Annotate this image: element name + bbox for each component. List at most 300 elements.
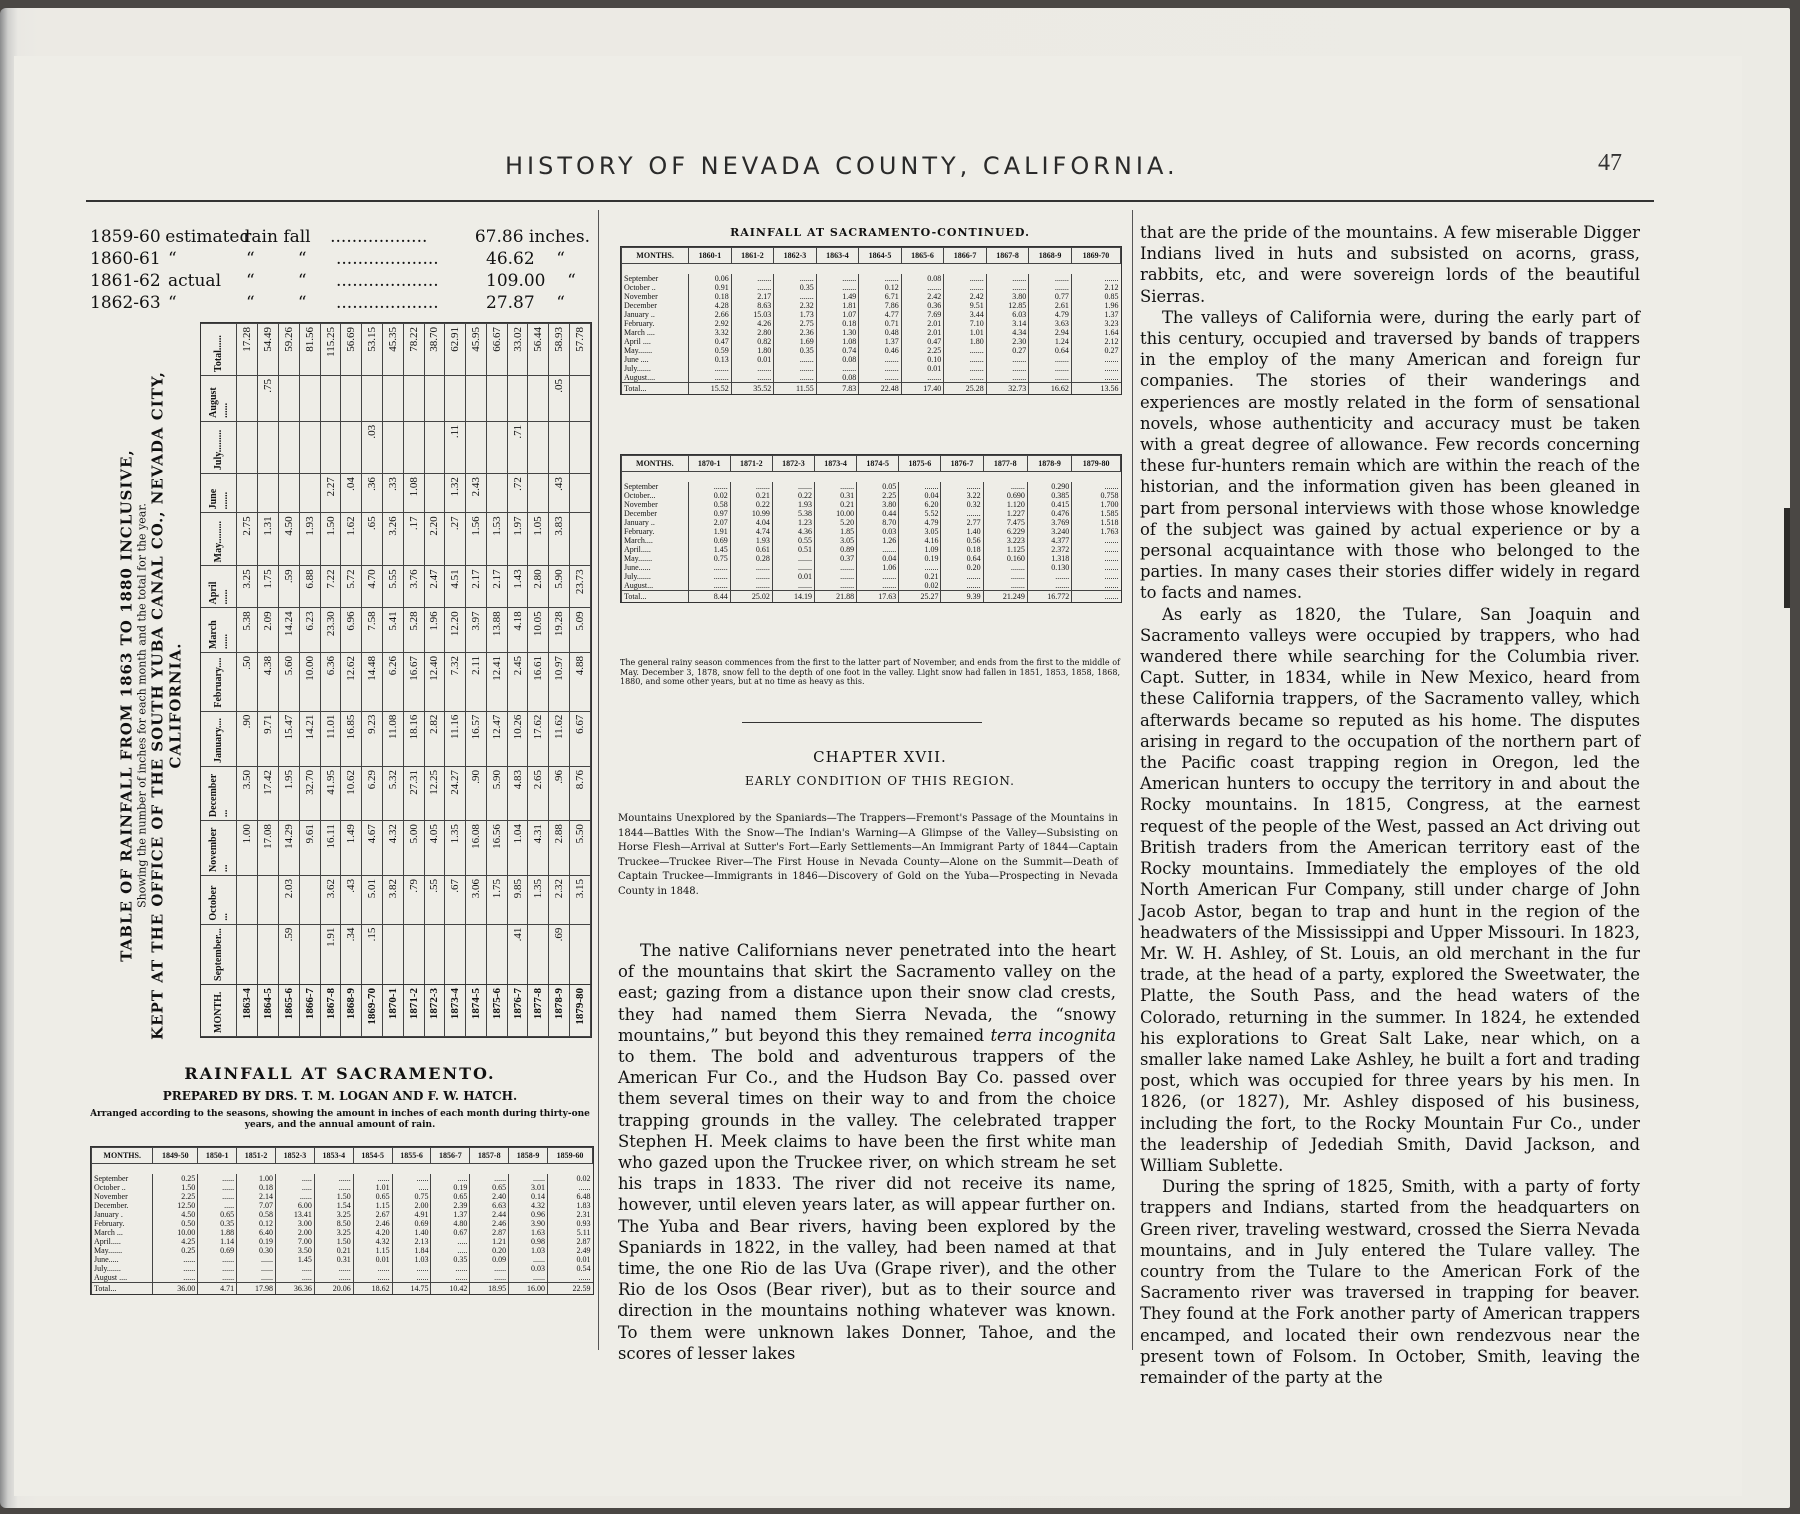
value-cell: 0.27: [986, 346, 1029, 355]
value-cell: ......: [509, 1174, 548, 1183]
yuba-value-cell: 10.26: [507, 711, 528, 766]
total-value: 10.42: [431, 1283, 470, 1295]
value-cell: 2.36: [774, 328, 817, 337]
season-header: 1853-4: [314, 1148, 353, 1164]
value-cell: 5.52: [899, 509, 941, 518]
value-cell: .......: [815, 563, 857, 572]
yuba-value-cell: 16.85: [341, 711, 362, 766]
value-cell: 3.05: [815, 536, 857, 545]
value-cell: 0.98: [509, 1237, 548, 1246]
value-cell: 10.99: [730, 509, 772, 518]
value-cell: 2.67: [353, 1210, 392, 1219]
yuba-value-cell: 1.75: [486, 875, 507, 924]
yuba-value-cell: 4.32: [382, 821, 403, 876]
yuba-value-cell: 3.15: [569, 875, 590, 924]
estimate-season: 1861-62: [90, 271, 161, 291]
yuba-value-cell: 2.47: [424, 566, 445, 608]
value-cell: 0.19: [899, 554, 941, 563]
value-cell: 1.00: [237, 1174, 276, 1183]
sacramento-grid: [621, 455, 1121, 602]
yuba-value-cell: 66.67: [486, 324, 507, 376]
yuba-value-cell: [320, 375, 341, 421]
value-cell: .......: [899, 482, 941, 491]
estimate-row: [90, 292, 590, 314]
value-cell: .......: [1027, 572, 1071, 581]
month-row: [92, 1228, 593, 1237]
value-cell: 4.80: [431, 1219, 470, 1228]
value-cell: 3.63: [1029, 319, 1072, 328]
value-cell: 0.08: [901, 274, 944, 283]
sacramento-heading: [90, 1064, 590, 1131]
value-cell: 4.91: [392, 1210, 431, 1219]
total-label: Total...: [622, 591, 689, 603]
yuba-value-cell: .34: [341, 924, 362, 984]
season-header: 1858-9: [509, 1148, 548, 1164]
value-cell: .......: [857, 545, 899, 554]
yuba-title: TABLE OF RAINFALL FROM 1863 TO 1880 INCLUSIVE,: [117, 449, 136, 962]
yuba-value-cell: 3.25: [237, 566, 258, 608]
value-cell: 1.93: [730, 536, 772, 545]
value-cell: .......: [1029, 283, 1072, 292]
yuba-value-cell: 4.05: [424, 821, 445, 876]
value-cell: 1.03: [392, 1255, 431, 1264]
yuba-value-cell: 4.83: [507, 766, 528, 820]
yuba-value-cell: .33: [382, 474, 403, 513]
value-cell: 1.84: [392, 1246, 431, 1255]
yuba-value-cell: 16.61: [528, 653, 549, 712]
value-cell: .......: [1071, 274, 1120, 283]
value-cell: 0.22: [730, 500, 772, 509]
total-row: [622, 591, 1121, 603]
value-cell: 2.75: [774, 319, 817, 328]
yuba-value-cell: .17: [403, 513, 424, 566]
total-value: 15.52: [689, 383, 732, 395]
value-cell: 6.48: [548, 1192, 593, 1201]
value-cell: 0.64: [941, 554, 983, 563]
header-row: [92, 1148, 593, 1164]
yuba-value-cell: 5.41: [382, 608, 403, 653]
season-header: 1849-50: [153, 1148, 198, 1164]
value-cell: 1.24: [1029, 337, 1072, 346]
value-cell: 2.25: [153, 1192, 198, 1201]
value-cell: .......: [944, 346, 987, 355]
value-cell: .......: [901, 283, 944, 292]
month-row: [92, 1210, 593, 1219]
yuba-month-cell: June .......: [201, 474, 237, 513]
month-cell: June ....: [622, 355, 689, 364]
value-cell: .......: [986, 364, 1029, 373]
yuba-season-row: [341, 324, 362, 1037]
yuba-season-row: [382, 324, 403, 1037]
yuba-value-cell: 2.80: [528, 566, 549, 608]
yuba-value-cell: 45.95: [466, 324, 487, 376]
chapter-synopsis: Mountains Unexplored by the Spaniards—The Trappers—Fremont's Passage of the Mountains in 1844—Battles With the Snow—The Indian's Warning—A Glimpse of the Valley—Subsisting on Horse Flesh—Arrival at Sutter's Fort—Early Settlements—An Immigrant Party of 1844—Captain Truckee—Truckee River—The First House in Nevada County—Alone on the Summit—Death of Captain Truckee—Immigrants in 1846—Discovery of Gold on the Yuba—Prospecting in Nevada County in 1848.: [618, 813, 1118, 897]
value-cell: 1.09: [899, 545, 941, 554]
yuba-value-cell: 1872-3: [424, 984, 445, 1036]
yuba-value-cell: 9.85: [507, 875, 528, 924]
value-cell: .....: [431, 1246, 470, 1255]
yuba-value-cell: 11.62: [549, 711, 570, 766]
yuba-value-cell: 1.50: [320, 513, 341, 566]
value-cell: 0.71: [859, 319, 902, 328]
value-cell: 2.61: [1029, 301, 1072, 310]
value-cell: 2.40: [470, 1192, 509, 1201]
yuba-season-row: [403, 324, 424, 1037]
season-header: 1861-2: [731, 248, 774, 264]
value-cell: ......: [353, 1174, 392, 1183]
yuba-value-cell: 1.49: [341, 821, 362, 876]
value-cell: 2.25: [901, 346, 944, 355]
yuba-value-cell: .05: [549, 375, 570, 421]
season-header: 1857-8: [470, 1148, 509, 1164]
month-cell: November: [92, 1192, 153, 1201]
month-cell: December: [622, 509, 689, 518]
value-cell: 3.00: [276, 1219, 315, 1228]
month-row: [92, 1201, 593, 1210]
yuba-value-cell: 62.91: [445, 324, 466, 376]
value-cell: .......: [1071, 364, 1120, 373]
value-cell: ......: [509, 1255, 548, 1264]
value-cell: 2.00: [392, 1201, 431, 1210]
value-cell: .......: [774, 292, 817, 301]
value-cell: 0.19: [237, 1237, 276, 1246]
yuba-value-cell: 59.26: [279, 324, 300, 376]
yuba-value-cell: .04: [341, 474, 362, 513]
season-header: 1868-9: [1029, 248, 1072, 264]
value-cell: .......: [815, 581, 857, 591]
value-cell: 0.35: [774, 283, 817, 292]
yuba-value-cell: 38.70: [424, 324, 445, 376]
estimate-kind: “: [168, 249, 177, 269]
value-cell: 0.04: [899, 491, 941, 500]
yuba-value-cell: 9.61: [299, 821, 320, 876]
value-cell: 2.12: [1071, 283, 1120, 292]
yuba-value-cell: [569, 375, 590, 421]
value-cell: 0.65: [353, 1192, 392, 1201]
total-value: 22.48: [859, 383, 902, 395]
month-cell: October...: [622, 491, 689, 500]
value-cell: .......: [1072, 482, 1121, 491]
value-cell: 1.80: [944, 337, 987, 346]
total-value: 21.249: [983, 591, 1027, 603]
yuba-value-cell: .59: [279, 924, 300, 984]
value-cell: .......: [944, 355, 987, 364]
yuba-value-cell: 5.50: [569, 821, 590, 876]
yuba-value-cell: [258, 875, 279, 924]
value-cell: 0.21: [730, 491, 772, 500]
yuba-value-cell: [279, 375, 300, 421]
value-cell: .......: [859, 373, 902, 383]
month-row: [622, 328, 1121, 337]
total-value: 35.52: [731, 383, 774, 395]
yuba-value-cell: .15: [362, 924, 383, 984]
value-cell: 0.74: [816, 346, 859, 355]
value-cell: ......: [470, 1273, 509, 1283]
value-cell: 1.91: [688, 527, 730, 536]
value-cell: .......: [772, 482, 814, 491]
value-cell: .......: [772, 554, 814, 563]
value-cell: 2.66: [689, 310, 732, 319]
month-row: [622, 545, 1121, 554]
season-header: 1855-6: [392, 1148, 431, 1164]
value-cell: .......: [1029, 355, 1072, 364]
month-cell: March....: [622, 536, 689, 545]
value-cell: 0.58: [237, 1210, 276, 1219]
value-cell: 0.91: [689, 283, 732, 292]
month-row: [92, 1246, 593, 1255]
value-cell: .......: [774, 274, 817, 283]
value-cell: .......: [941, 581, 983, 591]
value-cell: 0.02: [548, 1174, 593, 1183]
yuba-value-cell: [424, 924, 445, 984]
value-cell: 12.85: [986, 301, 1029, 310]
value-cell: 1.120: [983, 500, 1027, 509]
value-cell: 1.50: [153, 1183, 198, 1192]
estimated-rainfall-list: [90, 226, 590, 314]
yuba-value-cell: 5.72: [341, 566, 362, 608]
yuba-value-cell: 1877-8: [528, 984, 549, 1036]
month-row: [92, 1255, 593, 1264]
yuba-season-row: [486, 324, 507, 1037]
value-cell: 2.46: [353, 1219, 392, 1228]
value-cell: 0.69: [688, 536, 730, 545]
value-cell: 1.763: [1072, 527, 1121, 536]
value-cell: 6.40: [237, 1228, 276, 1237]
yuba-value-cell: 1869-70: [362, 984, 383, 1036]
sacramento-prepared: PREPARED BY DRS. T. M. LOGAN AND F. W. HATCH.: [162, 1089, 518, 1103]
value-cell: 4.79: [899, 518, 941, 527]
yuba-value-cell: [569, 924, 590, 984]
value-cell: .......: [688, 581, 730, 591]
yuba-value-cell: 1868-9: [341, 984, 362, 1036]
yuba-value-cell: [258, 924, 279, 984]
month-cell: November: [622, 500, 689, 509]
value-cell: .......: [983, 572, 1027, 581]
yuba-value-cell: 2.20: [424, 513, 445, 566]
yuba-value-cell: 3.06: [466, 875, 487, 924]
value-cell: .......: [1072, 545, 1121, 554]
value-cell: .......: [731, 274, 774, 283]
yuba-value-cell: 27.31: [403, 766, 424, 820]
yuba-value-cell: 16.11: [320, 821, 341, 876]
value-cell: 4.26: [731, 319, 774, 328]
value-cell: 6.229: [983, 527, 1027, 536]
month-row: [92, 1237, 593, 1246]
yuba-month-cell: February....: [201, 653, 237, 712]
value-cell: ......: [153, 1264, 198, 1273]
header-row: [622, 456, 1121, 472]
value-cell: .......: [1072, 572, 1121, 581]
yuba-value-cell: [299, 474, 320, 513]
value-cell: 0.93: [548, 1219, 593, 1228]
value-cell: 0.21: [314, 1246, 353, 1255]
value-cell: 4.79: [1029, 310, 1072, 319]
value-cell: .......: [944, 364, 987, 373]
total-label: Total...: [92, 1283, 153, 1295]
yuba-value-cell: 2.27: [320, 474, 341, 513]
value-cell: 0.75: [392, 1192, 431, 1201]
yuba-value-cell: [486, 375, 507, 421]
value-cell: 4.16: [899, 536, 941, 545]
yuba-value-cell: 16.08: [466, 821, 487, 876]
yuba-season-row: [528, 324, 549, 1037]
total-row: [92, 1283, 593, 1295]
yuba-value-cell: [466, 924, 487, 984]
month-row: [622, 319, 1121, 328]
value-cell: .....: [276, 1264, 315, 1273]
value-cell: .......: [730, 581, 772, 591]
value-cell: 0.04: [857, 554, 899, 563]
value-cell: 1.88: [198, 1228, 237, 1237]
total-value: 18.62: [353, 1283, 392, 1295]
yuba-value-cell: 2.88: [549, 821, 570, 876]
value-cell: 7.00: [276, 1237, 315, 1246]
season-header: 1862-3: [774, 248, 817, 264]
yuba-value-cell: .96: [549, 766, 570, 820]
value-cell: 0.51: [772, 545, 814, 554]
value-cell: 0.36: [901, 301, 944, 310]
yuba-value-cell: [403, 421, 424, 473]
yuba-month-cell: October ...: [201, 875, 237, 924]
month-cell: May.......: [622, 554, 689, 563]
yuba-value-cell: 6.23: [299, 608, 320, 653]
month-cell: September: [622, 274, 689, 283]
yuba-value-cell: [237, 875, 258, 924]
month-row: [622, 346, 1121, 355]
value-cell: .......: [1029, 274, 1072, 283]
total-value: 14.75: [392, 1283, 431, 1295]
total-value: 9.39: [941, 591, 983, 603]
value-cell: .......: [730, 563, 772, 572]
value-cell: 3.05: [899, 527, 941, 536]
season-header: 1869-70: [1071, 248, 1120, 264]
season-header: 1866-7: [944, 248, 987, 264]
value-cell: 1.518: [1072, 518, 1121, 527]
value-cell: 9.51: [944, 301, 987, 310]
month-cell: December: [622, 301, 689, 310]
value-cell: 3.80: [986, 292, 1029, 301]
value-cell: ......: [431, 1264, 470, 1273]
value-cell: 0.01: [772, 572, 814, 581]
yuba-month-cell: January....: [201, 711, 237, 766]
yuba-value-cell: 8.76: [569, 766, 590, 820]
yuba-value-cell: .55: [424, 875, 445, 924]
value-cell: 1.64: [1071, 328, 1120, 337]
value-cell: 0.18: [689, 292, 732, 301]
value-cell: .......: [730, 482, 772, 491]
value-cell: .......: [731, 364, 774, 373]
estimate-label: “ “: [246, 271, 307, 291]
value-cell: 0.20: [470, 1246, 509, 1255]
value-cell: 7.07: [237, 1201, 276, 1210]
page-header: HISTORY OF NEVADA COUNTY, CALIFORNIA.: [505, 152, 1179, 180]
value-cell: 4.04: [730, 518, 772, 527]
yuba-value-cell: [403, 924, 424, 984]
value-cell: .......: [944, 373, 987, 383]
season-header: 1879-80: [1072, 456, 1121, 472]
total-value: 21.88: [815, 591, 857, 603]
value-cell: 1.30: [816, 328, 859, 337]
sacramento-title: RAINFALL AT SACRAMENTO.: [184, 1064, 496, 1083]
header-rule: [86, 200, 1654, 202]
value-cell: ......: [198, 1192, 237, 1201]
value-cell: 13.41: [276, 1210, 315, 1219]
month-cell: July.......: [92, 1264, 153, 1273]
yuba-value-cell: 24.27: [445, 766, 466, 820]
page-edge: [1784, 508, 1790, 608]
column-rule-left: [598, 210, 599, 1350]
value-cell: 4.74: [730, 527, 772, 536]
yuba-value-cell: [466, 421, 487, 473]
month-cell: March ...: [92, 1228, 153, 1237]
yuba-season-row: [424, 324, 445, 1037]
value-cell: 0.85: [1071, 292, 1120, 301]
value-cell: ......: [509, 1273, 548, 1283]
month-row: [92, 1219, 593, 1228]
yuba-value-cell: 11.08: [382, 711, 403, 766]
yuba-value-cell: [507, 375, 528, 421]
season-header: 1874-5: [857, 456, 899, 472]
yuba-value-cell: 6.96: [341, 608, 362, 653]
value-cell: 3.90: [509, 1219, 548, 1228]
value-cell: .......: [983, 581, 1027, 591]
month-cell: January ..: [622, 310, 689, 319]
yuba-value-cell: 2.45: [507, 653, 528, 712]
month-row: [92, 1264, 593, 1273]
yuba-season-row: [466, 324, 487, 1037]
estimate-value: 27.87 “: [486, 293, 565, 313]
value-cell: ......: [392, 1264, 431, 1273]
header-row: [622, 248, 1121, 264]
value-cell: .......: [689, 364, 732, 373]
yuba-value-cell: 1874-5: [466, 984, 487, 1036]
yuba-value-cell: 9.71: [258, 711, 279, 766]
months-header: MONTHS.: [622, 456, 689, 472]
yuba-value-cell: 7.22: [320, 566, 341, 608]
section-rule: [742, 722, 982, 723]
season-header: 1876-7: [941, 456, 983, 472]
yuba-value-cell: 1879-80: [569, 984, 590, 1036]
season-header: 1854-5: [353, 1148, 392, 1164]
value-cell: 0.758: [1072, 491, 1121, 500]
value-cell: 2.39: [431, 1201, 470, 1210]
total-value: 20.06: [314, 1283, 353, 1295]
yuba-value-cell: 2.17: [486, 566, 507, 608]
value-cell: 1.08: [816, 337, 859, 346]
yuba-value-cell: [299, 924, 320, 984]
sacramento-continued-title: RAINFALL AT SACRAMENTO-CONTINUED.: [730, 226, 1030, 239]
yuba-value-cell: 4.31: [528, 821, 549, 876]
value-cell: .....: [276, 1273, 315, 1283]
season-header: 1859-60: [548, 1148, 593, 1164]
value-cell: 8.50: [314, 1219, 353, 1228]
value-cell: 12.50: [153, 1201, 198, 1210]
spacer-cell: [622, 472, 1121, 483]
value-cell: .......: [1027, 581, 1071, 591]
yuba-value-cell: 12.25: [424, 766, 445, 820]
value-cell: 3.23: [1071, 319, 1120, 328]
estimate-kind: estimated: [165, 227, 251, 247]
value-cell: ......: [237, 1255, 276, 1264]
value-cell: 1.227: [983, 509, 1027, 518]
yuba-value-cell: [549, 421, 570, 473]
value-cell: .......: [986, 355, 1029, 364]
yuba-value-cell: 78.22: [403, 324, 424, 376]
value-cell: 1.49: [816, 292, 859, 301]
yuba-value-cell: 4.38: [258, 653, 279, 712]
yuba-value-cell: 16.56: [486, 821, 507, 876]
chapter-number: CHAPTER XVII.: [813, 748, 947, 766]
